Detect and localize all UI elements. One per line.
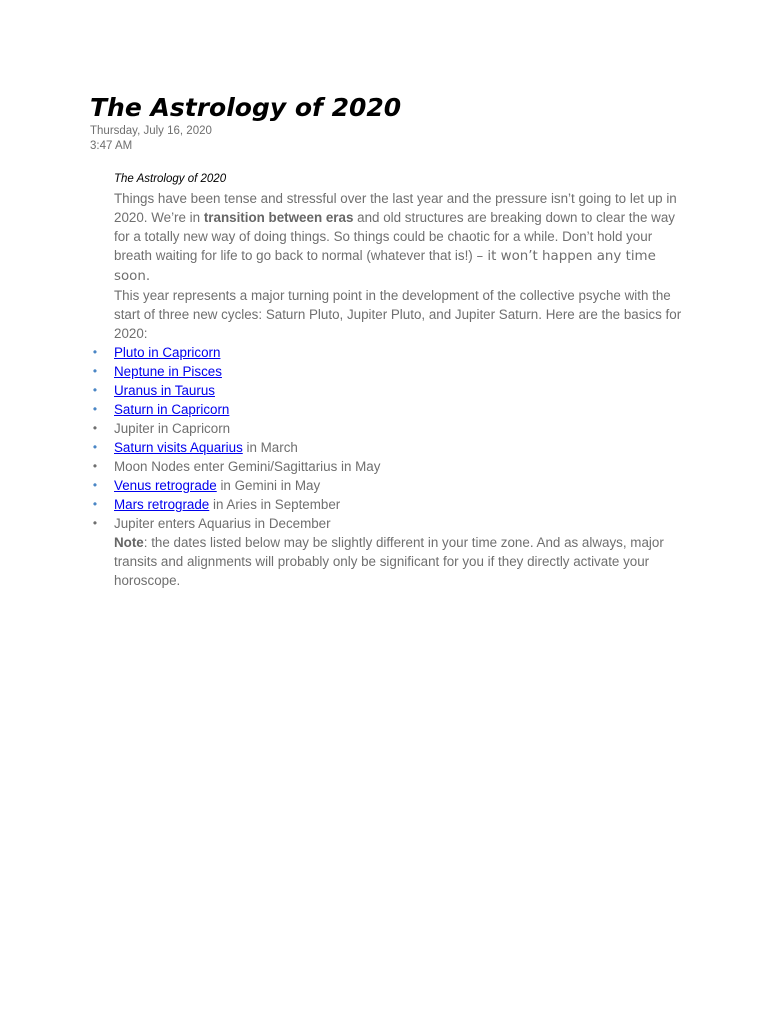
intro-bold-phrase: transition between eras (203, 210, 354, 225)
list-item (92, 400, 684, 419)
note-label: Note (114, 535, 144, 550)
list-item-link[interactable]: Pluto in Capricorn (114, 345, 221, 360)
list-item-text: in Aries in September (209, 497, 341, 512)
list-item (92, 343, 684, 362)
transit-list (92, 343, 684, 533)
intro-text-start: Things have been tense and stressful over the last year and the pressure isn’t going to let up in 2020. We’re in (114, 191, 677, 225)
bullet-icon: • (92, 516, 98, 530)
list-item (92, 514, 684, 533)
list-item-link[interactable]: Saturn in Capricorn (114, 402, 230, 417)
list-item (92, 457, 684, 476)
page-title: The Astrology of 2020 (90, 93, 402, 122)
bullet-icon: • (92, 421, 98, 435)
list-item (92, 495, 684, 514)
list-item-text: in March (242, 440, 298, 455)
intro-text-middle: and old structures are breaking down to clear the way for a totally new way of doing things. So things could be chaotic for a while. Don’t hold your breath waiting for life to go back to normal (whatever that is!) (114, 210, 675, 263)
list-item-link[interactable]: Mars retrograde (114, 497, 210, 512)
bullet-icon: • (92, 364, 98, 378)
list-item (92, 381, 684, 400)
note-text: : the dates listed below may be slightly different in your time zone. And as always, major transits and alignments will probably only be significant for you if they directly activate your horoscope. (114, 535, 664, 588)
bullet-icon: • (92, 459, 98, 473)
list-item (92, 419, 684, 438)
list-item (92, 362, 684, 381)
list-item (92, 476, 684, 495)
list-item-text: Jupiter enters Aquarius in December (114, 516, 331, 531)
note-paragraph (114, 533, 684, 590)
list-item-text: Jupiter in Capricorn (114, 421, 231, 436)
bullet-icon: • (92, 383, 98, 397)
intro-text-end: – it won’t happen any time soon. (114, 249, 656, 284)
bullet-icon: • (92, 402, 98, 416)
list-item-link[interactable]: Venus retrograde (114, 478, 217, 493)
list-item-text: in Gemini in May (216, 478, 321, 493)
intro-paragraph (114, 189, 684, 286)
note-date: Thursday, July 16, 2020 (90, 125, 212, 137)
list-item-link[interactable]: Uranus in Taurus (114, 383, 215, 398)
bullet-icon: • (92, 497, 98, 511)
list-item-link[interactable]: Saturn visits Aquarius (114, 440, 243, 455)
bullet-icon: • (92, 478, 98, 492)
list-item (92, 438, 684, 457)
note-body (92, 170, 684, 590)
overview-paragraph: This year represents a major turning point in the development of the collective psyche with the start of three new cycles: Saturn Pluto, Jupiter Pluto, and Jupiter Saturn. Here are the basics for 2020: (114, 288, 682, 341)
note-time: 3:47 AM (90, 140, 133, 152)
article-subtitle: The Astrology of 2020 (114, 173, 227, 185)
list-item-text: Moon Nodes enter Gemini/Sagittarius in May (114, 459, 381, 474)
list-item-link[interactable]: Neptune in Pisces (114, 364, 222, 379)
bullet-icon: • (92, 440, 98, 454)
bullet-icon: • (92, 345, 98, 359)
